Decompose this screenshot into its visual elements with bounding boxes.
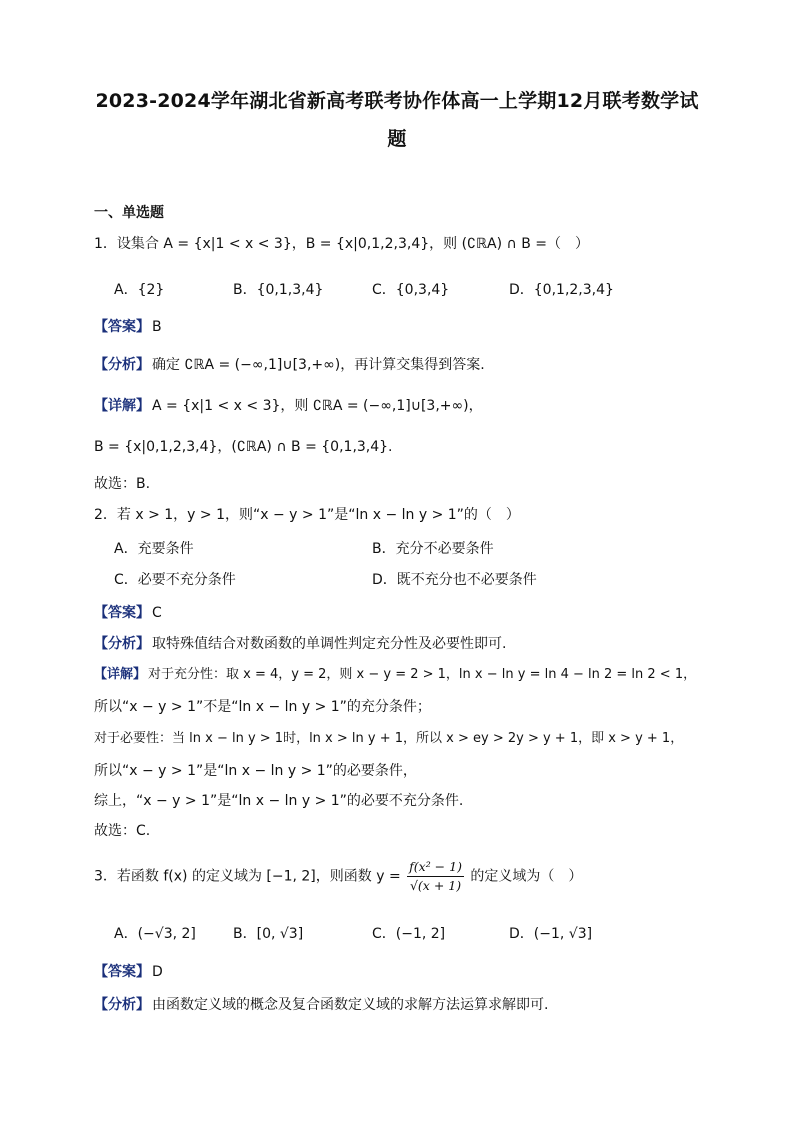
analysis-tag: 【分析】 bbox=[94, 357, 150, 373]
q1-stem: 1．设集合 A = {x|1 < x < 3}，B = {x|0,1,2,3,4}，则 (∁ℝA) ∩ B =（ ） bbox=[94, 236, 590, 252]
q1-analysis-text: 确定 ∁ℝA = (−∞,1]∪[3,+∞)，再计算交集得到答案. bbox=[152, 357, 485, 373]
q2-option-c: C．必要不充分条件 bbox=[114, 572, 236, 588]
q2-option-a: A．充要条件 bbox=[114, 541, 194, 557]
q1-answer-value: B bbox=[152, 319, 162, 335]
answer-tag: 【答案】 bbox=[94, 605, 150, 621]
q1-analysis bbox=[94, 355, 485, 375]
q3-stem-post: 的定义域为（ ） bbox=[470, 868, 583, 885]
q2-analysis-text: 取特殊值结合对数函数的单调性判定充分性及必要性即可. bbox=[152, 636, 507, 652]
q2-detail-text-1: 对于充分性：取 x = 4，y = 2，则 x − y = 2 > 1，ln x − ln y = ln 4 − ln 2 = ln 2 < 1， bbox=[148, 667, 697, 682]
q3-option-d: D．(−1, √3] bbox=[509, 926, 593, 942]
q1-option-c: C．{0,3,4} bbox=[372, 282, 450, 298]
q2-detail-1 bbox=[94, 665, 696, 685]
q2-analysis bbox=[94, 634, 506, 654]
q2-detail-3: 对于必要性：当 ln x − ln y > 1时，ln x > ln y + 1，所以 x > ey > 2y > y + 1，即 x > y + 1， bbox=[94, 731, 684, 746]
q1-option-a: A．{2} bbox=[114, 282, 165, 298]
detail-tag: 【详解】 bbox=[94, 398, 150, 414]
q2-detail-2: 所以“x − y > 1”不是“ln x − ln y > 1”的充分条件； bbox=[94, 699, 431, 715]
q3-fraction bbox=[407, 858, 464, 895]
q1-option-d: D．{0,1,2,3,4} bbox=[509, 282, 614, 298]
q1-option-b: B．{0,1,3,4} bbox=[233, 282, 324, 298]
q2-option-b: B．充分不必要条件 bbox=[372, 541, 494, 557]
q1-detail-1 bbox=[94, 396, 483, 416]
q1-choose: 故选：B. bbox=[94, 476, 151, 492]
q2-detail-5: 综上，“x − y > 1”是“ln x − ln y > 1”的必要不充分条件. bbox=[94, 793, 464, 809]
q3-stem-pre: 3．若函数 f(x) 的定义域为 [−1, 2]，则函数 y = bbox=[94, 868, 401, 885]
q3-option-a: A．(−√3, 2] bbox=[114, 926, 196, 942]
q3-fraction-numerator: f(x² − 1) bbox=[407, 858, 464, 877]
q1-answer bbox=[94, 317, 162, 337]
analysis-tag: 【分析】 bbox=[94, 997, 150, 1013]
q2-answer bbox=[94, 603, 162, 623]
q3-fraction-denominator: √(x + 1) bbox=[409, 878, 462, 893]
q2-detail-4: 所以“x − y > 1”是“ln x − ln y > 1”的必要条件， bbox=[94, 763, 417, 779]
analysis-tag: 【分析】 bbox=[94, 636, 150, 652]
q1-detail-text-1: A = {x|1 < x < 3}，则 ∁ℝA = (−∞,1]∪[3,+∞)， bbox=[152, 398, 483, 414]
q2-answer-value: C bbox=[152, 605, 162, 621]
q2-stem: 2．若 x > 1，y > 1，则“x − y > 1”是“ln x − ln y > 1”的（ ） bbox=[94, 507, 520, 523]
q3-stem bbox=[94, 858, 582, 895]
title-line-1: 2023-2024学年湖北省新高考联考协作体高一上学期12月联考数学试 bbox=[95, 90, 699, 112]
q1-detail-2: B = {x|0,1,2,3,4}，(∁ℝA) ∩ B = {0,1,3,4}. bbox=[94, 439, 393, 455]
q2-option-d: D．既不充分也不必要条件 bbox=[372, 572, 537, 588]
q3-option-b: B．[0, √3] bbox=[233, 926, 304, 942]
q3-analysis-text: 由函数定义域的概念及复合函数定义域的求解方法运算求解即可. bbox=[152, 997, 549, 1013]
q3-answer bbox=[94, 962, 163, 982]
q3-option-c: C．(−1, 2] bbox=[372, 926, 446, 942]
answer-tag: 【答案】 bbox=[94, 319, 150, 335]
q3-answer-value: D bbox=[152, 964, 163, 980]
page-title bbox=[60, 82, 734, 158]
detail-tag: 【详解】 bbox=[94, 667, 147, 682]
q3-analysis bbox=[94, 995, 548, 1015]
q2-choose: 故选：C. bbox=[94, 823, 151, 839]
title-line-2: 题 bbox=[387, 128, 407, 150]
section-heading: 一、单选题 bbox=[94, 205, 164, 221]
answer-tag: 【答案】 bbox=[94, 964, 150, 980]
